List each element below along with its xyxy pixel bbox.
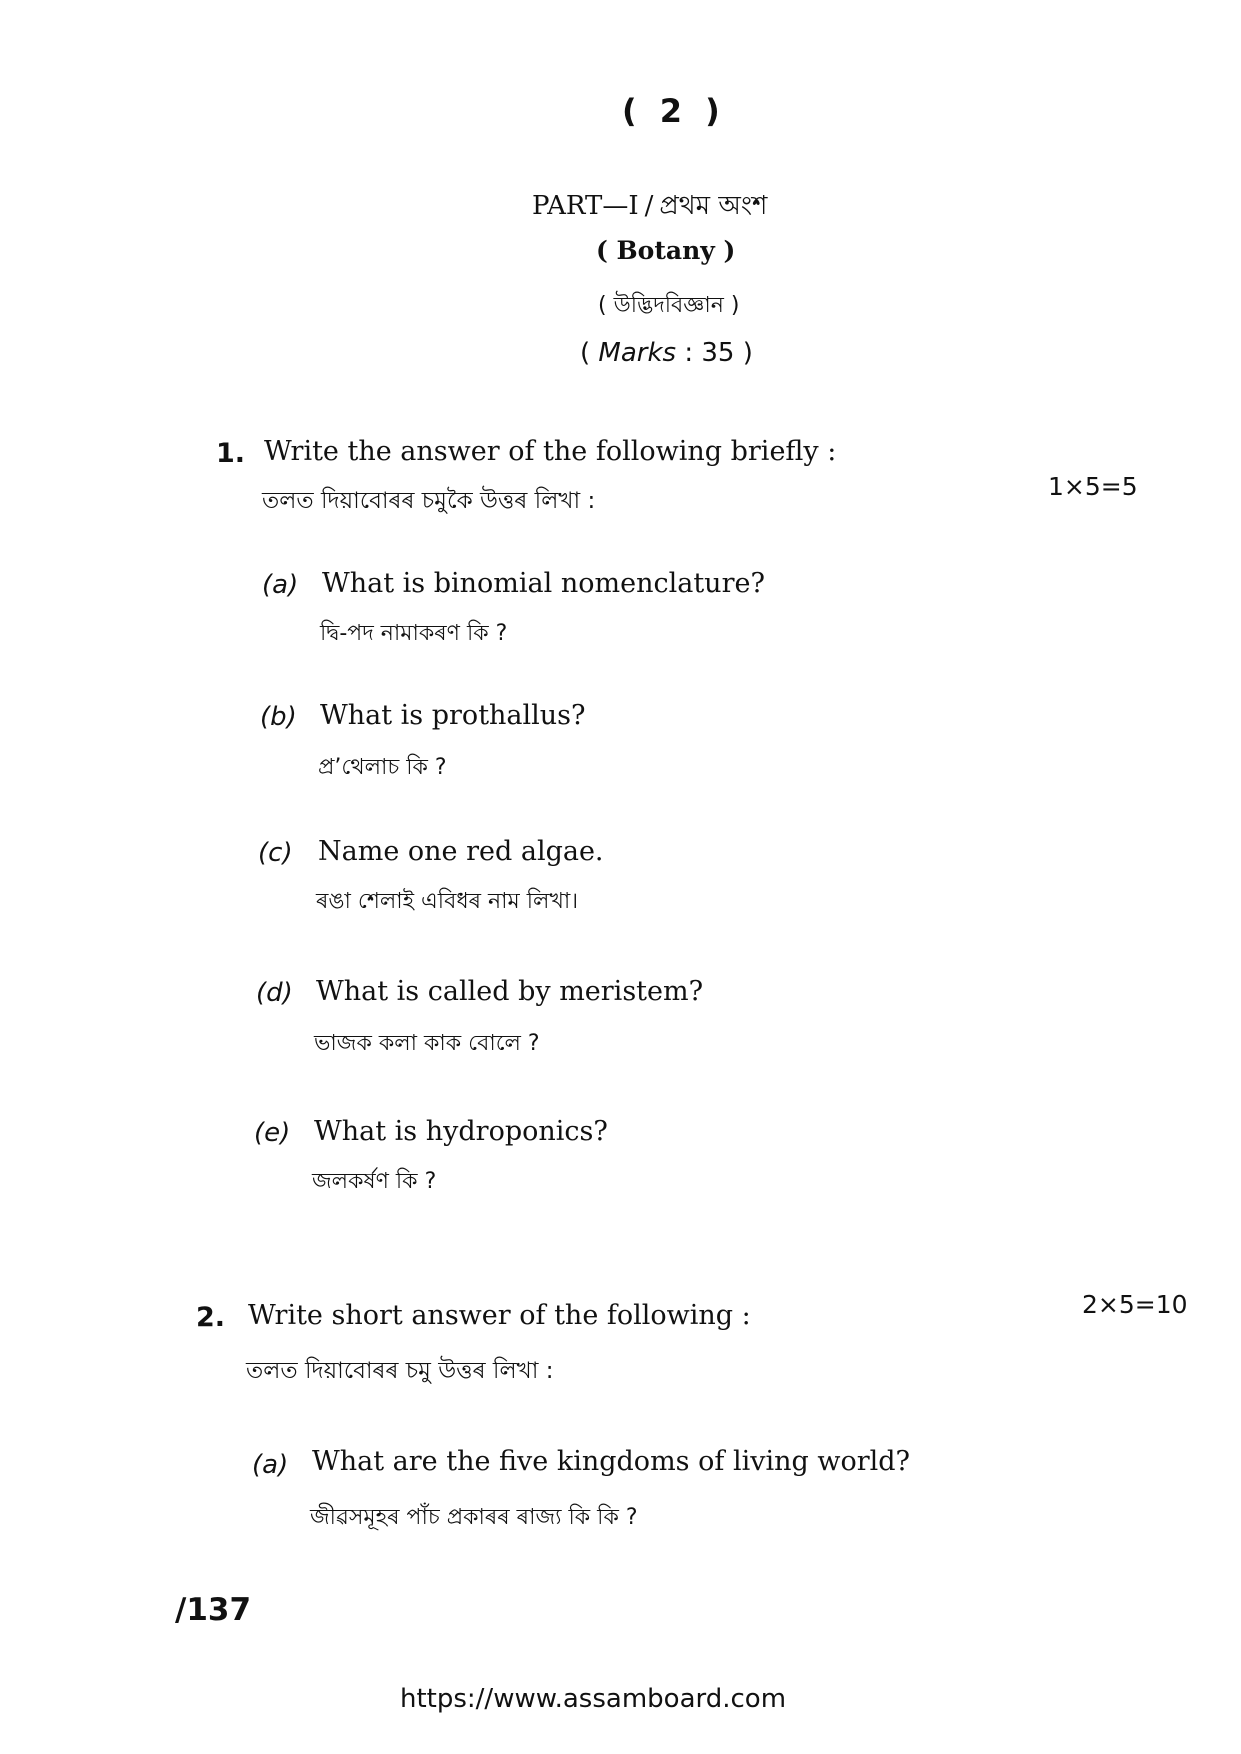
sub-question-label: (a) xyxy=(262,570,299,600)
sub-question-text-bn: দ্বি-পদ নামাকৰণ কি ? xyxy=(320,621,508,646)
part-separator: / xyxy=(644,191,654,221)
sub-question-text-bn: জীৱসমূহৰ পাঁচ প্ৰকাৰৰ ৰাজ্য কি কি ? xyxy=(310,1505,638,1530)
sub-question-label: (e) xyxy=(254,1118,291,1148)
question-marks: 2×5=10 xyxy=(1082,1290,1188,1319)
sub-question-label: (d) xyxy=(256,978,293,1008)
sub-question-text-bn: প্ৰ’থেলাচ কি ? xyxy=(318,755,447,780)
question-text: Write the answer of the following briefly : xyxy=(264,436,837,467)
sub-question-text-bn: ভাজক কলা কাক বোলে ? xyxy=(314,1031,540,1056)
sub-question-text: What are the five kingdoms of living world? xyxy=(312,1446,911,1477)
marks-close: ) xyxy=(742,338,753,368)
total-marks xyxy=(580,338,753,368)
sub-question-text: What is binomial nomenclature? xyxy=(322,568,765,599)
question-number: 1. xyxy=(216,438,246,469)
question-text-bn: তলত দিয়াবোৰৰ চমুকৈ উত্তৰ লিখা : xyxy=(262,488,596,514)
question-marks: 1×5=5 xyxy=(1048,472,1138,501)
sub-question-text-bn: ৰঙা শেলাই এবিধৰ নাম লিখা। xyxy=(316,889,579,914)
marks-open: ( xyxy=(580,338,591,368)
part-label-bn: প্ৰথম অংশ xyxy=(659,191,768,221)
part-title xyxy=(532,185,767,229)
sub-question-text: Name one red algae. xyxy=(318,836,604,867)
sub-question-text: What is hydroponics? xyxy=(314,1116,608,1147)
sub-question-text-bn: জলকৰ্ষণ কি ? xyxy=(312,1169,437,1194)
question-text: Write short answer of the following : xyxy=(248,1300,751,1331)
question-number: 2. xyxy=(196,1302,226,1333)
sub-question-label: (b) xyxy=(260,702,297,732)
part-label: PART—I xyxy=(532,191,639,221)
sub-question-label: (a) xyxy=(252,1450,289,1480)
subject-title-bn: ( উদ্ভিদবিজ্ঞান ) xyxy=(598,293,740,318)
page-number: ( 2 ) xyxy=(622,92,726,130)
marks-value: : 35 xyxy=(684,338,735,368)
footer-url: https://www.assamboard.com xyxy=(400,1684,787,1714)
subject-title: ( Botany ) xyxy=(596,236,736,265)
paper-code: /137 xyxy=(175,1592,252,1628)
question-text-bn: তলত দিয়াবোৰৰ চমু উত্তৰ লিখা : xyxy=(246,1358,554,1384)
sub-question-text: What is prothallus? xyxy=(320,700,586,731)
sub-question-text: What is called by meristem? xyxy=(316,976,704,1007)
marks-label: Marks xyxy=(598,338,677,368)
sub-question-label: (c) xyxy=(258,838,293,868)
